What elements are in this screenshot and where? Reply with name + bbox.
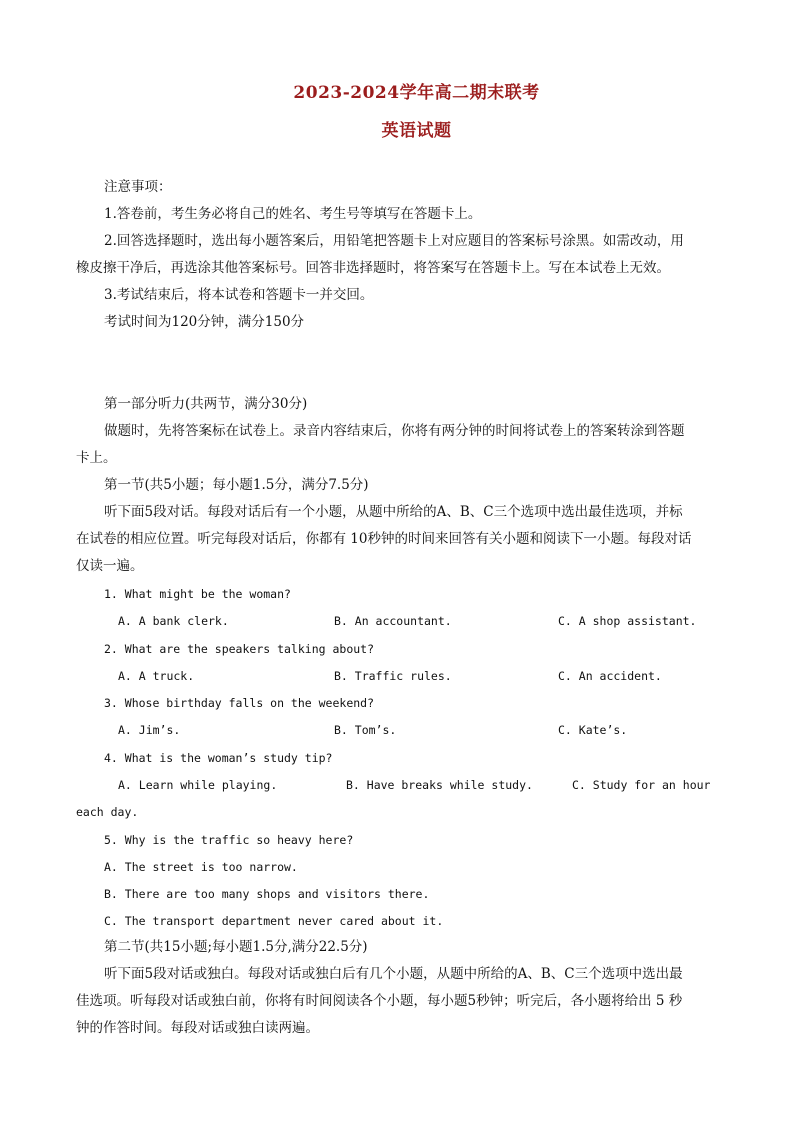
question-5: 5. Why is the traffic so heavy here?	[104, 833, 354, 847]
question-2-option-b: B. Traffic rules.	[334, 669, 452, 683]
part1-intro-line-2: 卡上。	[76, 450, 117, 466]
question-4-option-c: C. Study for an hour	[572, 778, 711, 792]
section2-intro-line-3: 钟的作答时间。每段对话或独白读两遍。	[76, 1020, 319, 1036]
section2-heading: 第二节(共15小题;每小题1.5分,满分22.5分)	[104, 939, 368, 955]
section1-intro-line-2: 在试卷的相应位置。听完每段对话后，你都有 10秒钟的时间来回答有关小题和阅读下一小题。每段对话	[76, 531, 692, 547]
note-3: 3.考试结束后，将本试卷和答题卡一并交回。	[104, 287, 374, 303]
question-1: 1. What might be the woman?	[104, 587, 291, 601]
question-2-option-c: C. An accident.	[558, 669, 662, 683]
section1-heading: 第一节(共5小题；每小题1.5分，满分7.5分)	[104, 477, 369, 493]
part1-heading: 第一部分听力(共两节，满分30分)	[104, 396, 308, 412]
question-3-option-a: A. Jim’s.	[118, 723, 181, 737]
exam-time: 考试时间为120分钟，满分150分	[104, 314, 305, 330]
notes-heading: 注意事项：	[104, 179, 172, 195]
question-1-option-a: A. A bank clerk.	[118, 614, 229, 628]
question-3-option-b: B. Tom’s.	[334, 723, 397, 737]
question-2-option-a: A. A truck.	[118, 669, 195, 683]
question-5-option-b: B. There are too many shops and visitors there.	[104, 887, 430, 901]
question-3-option-c: C. Kate’s.	[558, 723, 628, 737]
question-4-option-a: A. Learn while playing.	[118, 778, 278, 792]
part1-intro-line-1: 做题时，先将答案标在试卷上。录音内容结束后，你将有两分钟的时间将试卷上的答案转涂到答题	[104, 423, 685, 439]
question-5-option-a: A. The street is too narrow.	[104, 860, 298, 874]
question-4-option-b: B. Have breaks while study.	[346, 778, 533, 792]
note-1: 1.答卷前，考生务必将自己的姓名、考生号等填写在答题卡上。	[104, 206, 482, 222]
exam-title: 2023-2024学年高二期末联考	[293, 83, 540, 103]
question-2: 2. What are the speakers talking about?	[104, 642, 375, 656]
section2-intro-line-2: 佳选项。听每段对话或独白前，你将有时间阅读各个小题，每小题5秒钟；听完后，各小题将给出 5 秒	[76, 993, 683, 1009]
question-3: 3. Whose birthday falls on the weekend?	[104, 696, 375, 710]
note-2-line-1: 2.回答选择题时，选出每小题答案后，用铅笔把答题卡上对应题目的答案标号涂黑。如需改动，用	[104, 233, 684, 249]
question-1-option-c: C. A shop assistant.	[558, 614, 697, 628]
question-1-option-b: B. An accountant.	[334, 614, 452, 628]
section1-intro-line-3: 仅读一遍。	[76, 558, 144, 574]
question-4-option-c-continued: each day.	[76, 805, 139, 819]
question-4: 4. What is the woman’s study tip?	[104, 751, 333, 765]
question-5-option-c: C. The transport department never cared about it.	[104, 914, 444, 928]
section2-intro-line-1: 听下面5段对话或独白。每段对话或独白后有几个小题，从题中所给的A、B、C三个选项中选出最	[104, 966, 683, 982]
section1-intro-line-1: 听下面5段对话。每段对话后有一个小题，从题中所给的A、B、C三个选项中选出最佳选项，并标	[104, 504, 683, 520]
exam-subject: 英语试题	[381, 121, 452, 141]
note-2-line-2: 橡皮擦干净后，再选涂其他答案标号。回答非选择题时，将答案写在答题卡上。写在本试卷上无效。	[76, 260, 670, 276]
